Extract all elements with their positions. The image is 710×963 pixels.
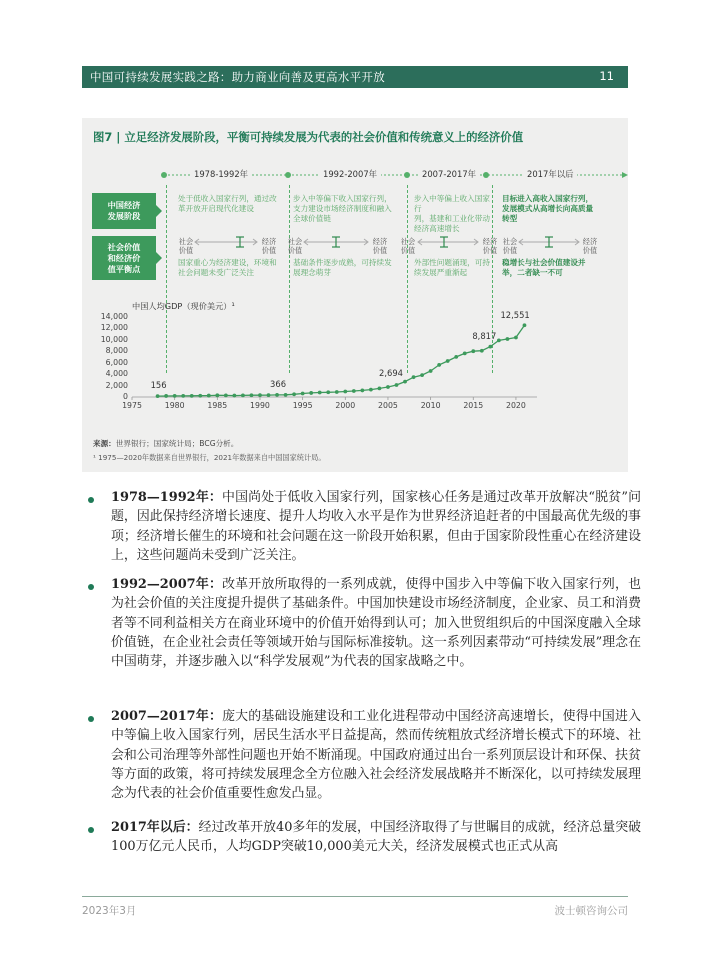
- period-label: 1992-2007年: [319, 168, 381, 180]
- bullet-icon: [88, 497, 94, 503]
- x-tick-label: 1990: [250, 401, 270, 410]
- paragraph: 2007—2017年：庞大的基础设施建设和工业化进程带动中国经济高速增长，使得中国进入中等偏上收入国家行列，居民生活水平日益提高，然而传统粗放式经济增长模式下的环境、社会和公司治理等外部性问题也开始不断涌现。中国政府通过出台一系列顶层设计和环保、扶贫等方面的政策，将可持续发展理念全方位融入社会经济发展战略并不断深化，以可持续发展理念为代表的社会价值重要性愈发凸显。: [111, 709, 642, 802]
- gdp-data-point: [292, 392, 296, 396]
- y-axis-label: 中国人均GDP（现价美元）¹: [132, 301, 235, 311]
- data-label: 366: [270, 378, 287, 389]
- gdp-data-point: [480, 349, 484, 353]
- figure-source: 来源：世界银行；国家统计局；BCG分析。: [93, 439, 239, 448]
- stage-text: 步入中等偏下收入国家行列， 支力建设市场经济制度和融入 全球价值链: [293, 194, 392, 223]
- economic-value-label: 经济 价值: [372, 237, 388, 255]
- stage-text: 处于低收入国家行列，通过改 革开放开启现代化建设: [178, 194, 277, 213]
- gdp-data-point: [514, 336, 518, 340]
- header-title: 中国可持续发展实践之路：助力商业向善及更高水平开放: [90, 70, 385, 84]
- gdp-data-point: [360, 389, 364, 393]
- gdp-data-point: [241, 393, 245, 397]
- gdp-data-point: [301, 392, 305, 396]
- gdp-data-point: [190, 394, 194, 398]
- paragraph: 1978—1992年：中国尚处于低收入国家行列，国家核心任务是通过改革开放解决“脱贫”问题，因此保持经济增长速度、提升人均收入水平是作为世界经济追赶者的中国最高优先级的事项；经济增长催生的环境和社会问题在这一阶段开始积累，但由于国家阶段性重心在经济建设上，这些问题尚未受到广泛关注。: [111, 490, 641, 563]
- gdp-data-point: [403, 380, 407, 384]
- x-tick-label: 1980: [164, 401, 185, 410]
- y-tick-label: 12,000: [100, 323, 128, 333]
- footer-divider: [82, 896, 628, 897]
- bullet-icon: [88, 584, 94, 590]
- gdp-data-point: [284, 393, 288, 397]
- data-label: 2,694: [379, 367, 403, 378]
- y-tick-label: 8,000: [105, 346, 128, 356]
- period-label: 2017年以后: [523, 168, 577, 180]
- y-tick-label: 2,000: [105, 380, 128, 390]
- footer-date: 2023年3月: [82, 905, 137, 917]
- x-tick-label: 2020: [506, 401, 526, 410]
- stage-text: 目标进入高收入国家行列， 发展模式从高增长向高质量 转型: [502, 194, 594, 223]
- bullet-icon: [88, 716, 94, 722]
- gdp-data-point: [232, 394, 236, 398]
- gdp-data-point: [446, 359, 450, 363]
- social-value-label: 社会 价值: [502, 237, 518, 255]
- gdp-data-point: [386, 385, 390, 389]
- gdp-data-point: [463, 351, 467, 355]
- y-tick-label: 6,000: [105, 357, 128, 367]
- gdp-data-point: [198, 394, 202, 398]
- y-tick-label: 14,000: [100, 312, 128, 321]
- period-label: 2007-2017年: [418, 168, 480, 180]
- balance-text: 基础条件逐步成熟，可持续发 展理念萌芽: [293, 258, 392, 277]
- header-bar: [82, 66, 628, 88]
- x-tick-label: 2005: [378, 401, 398, 410]
- gdp-data-point: [181, 394, 185, 398]
- y-tick-label: 0: [123, 392, 128, 401]
- gdp-data-point: [437, 363, 441, 367]
- gdp-data-point: [488, 345, 492, 349]
- gdp-data-point: [258, 393, 262, 397]
- gdp-data-point: [343, 390, 347, 394]
- gdp-data-point: [309, 391, 313, 395]
- gdp-data-point: [224, 393, 228, 397]
- x-tick-label: 1985: [207, 401, 228, 410]
- gdp-data-point: [395, 383, 399, 387]
- y-tick-label: 4,000: [105, 369, 128, 379]
- gdp-data-point: [523, 323, 527, 327]
- balance-text: 稳增长与社会价值建设并 举，二者缺一不可: [502, 258, 586, 277]
- gdp-data-point: [318, 391, 322, 395]
- gdp-data-point: [164, 394, 168, 398]
- balance-text: 国家重心为经济建设，环境和 社会问题未受广泛关注: [178, 258, 277, 277]
- row-label-balance: 社会价值 和经济价 值平衡点: [92, 236, 156, 280]
- gdp-data-point: [412, 375, 416, 379]
- x-tick-label: 2015: [463, 401, 484, 410]
- gdp-data-point: [369, 388, 373, 392]
- figure-title: 图7 | 立足经济发展阶段，平衡可持续发展为代表的社会价值和传统意义上的经济价值: [93, 130, 524, 144]
- gdp-line-chart: [82, 118, 628, 472]
- gdp-data-point: [335, 390, 339, 394]
- gdp-data-point: [471, 349, 475, 353]
- x-tick-label: 2010: [420, 401, 441, 410]
- economic-value-label: 经济 价值: [582, 237, 598, 255]
- figure-panel: [82, 118, 628, 472]
- stage-text: 步入中等偏上收入国家行 列，基建和工业化带动经济高速增长: [414, 194, 490, 233]
- data-label: 156: [150, 380, 167, 391]
- gdp-data-point: [506, 337, 510, 341]
- gdp-data-point: [326, 390, 330, 394]
- x-tick-label: 1975: [122, 401, 142, 410]
- page-number: 11: [599, 69, 614, 83]
- paragraph: 1992—2007年：改革开放所取得的一系列成就，使得中国步入中等偏下收入国家行列，也为社会价值的关注度提升提供了基础条件。中国加快建设市场经济制度，企业家、员工和消费者等不同利益相关方在商业环境中的价值开始得到认可；加入世贸组织后的中国深度融入全球价值链，在企业社会责任等领域开始与国际标准接轨。这一系列因素带动“可持续发展”理念在中国萌芽，并逐步融入以“科学发展观”为代表的国家战略之中。: [111, 577, 642, 670]
- social-value-label: 社会 价值: [287, 237, 303, 255]
- y-tick-label: 10,000: [100, 334, 128, 344]
- gdp-data-point: [497, 339, 501, 343]
- gdp-data-point: [207, 394, 211, 398]
- x-tick-label: 2000: [335, 401, 356, 410]
- data-label: 8,817: [472, 330, 497, 341]
- footer-org: 波士顿咨询公司: [554, 905, 628, 917]
- data-label: 12,551: [500, 310, 530, 321]
- gdp-data-point: [275, 393, 279, 397]
- bullet-icon: [88, 827, 94, 833]
- period-label: 1978-1992年: [190, 168, 252, 180]
- gdp-data-point: [352, 389, 356, 393]
- gdp-data-point: [173, 394, 177, 398]
- paragraph: 2017年以后：经过改革开放40多年的发展，中国经济取得了与世瞩目的成就，经济总量突破100万亿元人民币，人均GDP突破10,000美元大关，经济发展模式也正式从高: [111, 820, 641, 855]
- gdp-data-point: [420, 373, 424, 377]
- social-value-label: 社会 价值: [400, 237, 416, 255]
- gdp-data-point: [454, 355, 458, 359]
- gdp-series-line: [158, 325, 525, 396]
- gdp-data-point: [156, 394, 160, 398]
- economic-value-label: 经济 价值: [482, 237, 498, 255]
- balance-text: 外部性问题涌现，可持 续发展严重渐起: [414, 258, 490, 277]
- gdp-data-point: [215, 393, 219, 397]
- x-tick-label: 1995: [292, 401, 313, 410]
- gdp-data-point: [378, 386, 382, 390]
- gdp-data-point: [250, 393, 254, 397]
- economic-value-label: 经济 价值: [261, 237, 277, 255]
- figure-note: ¹ 1975—2020年数据来自世界银行，2021年数据来自中国国家统计局。: [93, 453, 326, 462]
- gdp-data-point: [267, 393, 271, 397]
- row-label-stage: 中国经济 发展阶段: [92, 193, 156, 229]
- social-value-label: 社会 价值: [178, 237, 194, 255]
- gdp-data-point: [429, 369, 433, 373]
